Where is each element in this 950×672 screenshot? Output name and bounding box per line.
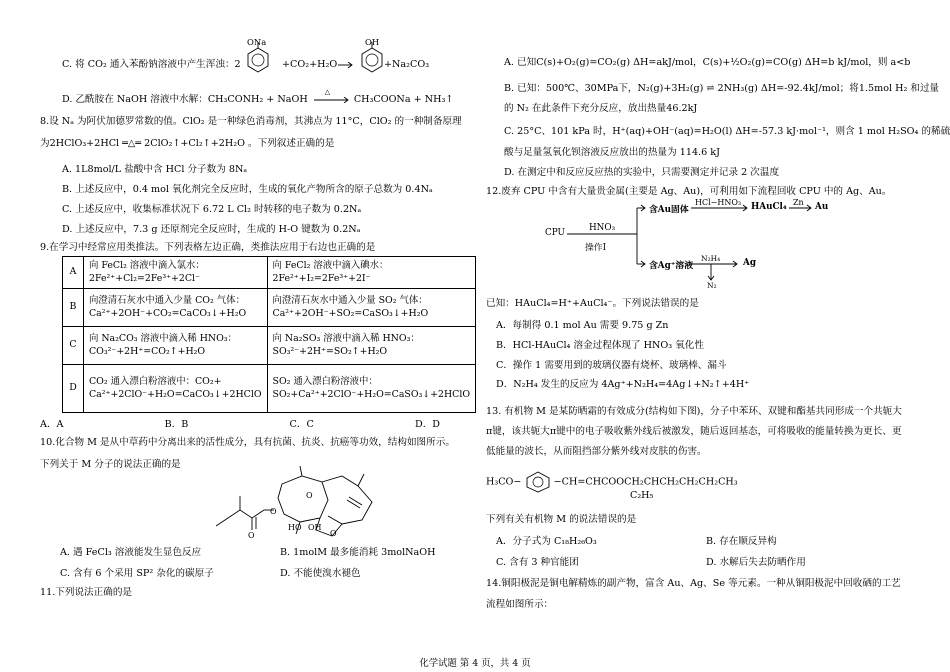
q7c-text: C. 将 CO₂ 通入苯酚钠溶液中产生浑浊：2 xyxy=(62,59,241,70)
q11-option-a: A. 已知C(s)+O₂(g)=CO₂(g) ΔH=akJ/mol，C(s)+½O₂(g)=CO(g) ΔH=b kJ/mol，则 a<b xyxy=(504,57,911,68)
row-key: C xyxy=(63,327,84,365)
q11-option-c: C. 25°C、101 kPa 时，H⁺(aq)+OH⁻(aq)=H₂O(l) ΔH=-57.3 kJ·mol⁻¹，则含 1 mol H₂SO₄ 的稀硫 xyxy=(504,126,950,137)
q13-stem-2: π键，该共轭大π键中的电子吸收紫外线后被激发，随后返回基态，可将吸收的能量转换为更长、更 xyxy=(486,426,902,437)
q11-option-b-cont: 的 N₂ 在此条件下充分反应，放出热量46.2kJ xyxy=(504,103,698,114)
row-left-cell: 向澄清石灰水中通入少量 CO₂ 气体：Ca²⁺+2OH⁻+CO₂=CaCO₃↓+H₂O xyxy=(84,289,268,327)
flow-au: Au xyxy=(815,202,829,212)
flow-n2h4: N₂H₄ xyxy=(701,254,721,263)
q11-option-b: B. 已知：500℃、30MPa下，N₂(g)+3H₂(g) ⇌ 2NH₃(g) ΔH=-92.4kJ/mol；将1.5mol H₂ 和过量 xyxy=(504,83,940,94)
benzene-ring-icon xyxy=(525,471,551,493)
row-key: A xyxy=(63,257,84,289)
compound-m-formula xyxy=(486,471,738,493)
svg-text:OH: OH xyxy=(308,523,322,532)
q10-question: 下列关于 M 分子的说法正确的是 xyxy=(40,459,181,470)
q11-option-d: D. 在测定中和反应反应热的实验中，只需要测定并记录 2 次温度 xyxy=(504,167,780,178)
q8-stem: 8.设 Nₐ 为阿伏加德罗常数的值。ClO₂ 是一种绿色消毒剂，其沸点为 11°C，ClO₂ 的一种制备原理 xyxy=(40,116,462,127)
ester-chain: −CH=CHCOOCH₂CHCH₂CH₂CH₂CH₃ xyxy=(553,476,738,488)
q8-option-d: D. 上述反应中，7.3 g 还原剂完全反应时，生成的 H-O 键数为 0.2Nₐ xyxy=(62,224,361,235)
q10-option-a: A. 遇 FeCl₃ 溶液能发生显色反应 xyxy=(60,547,202,558)
q9-option-a: A．A xyxy=(40,419,64,430)
flow-au-solid: 含Au固体 xyxy=(649,205,689,215)
q8-equation: 为2HClO₃+2HCl ═△═ 2ClO₂↑+Cl₂↑+2H₂O 。下列叙述正确的是 xyxy=(40,138,335,149)
svg-text:O: O xyxy=(270,507,277,516)
row-right-cell: 向澄清石灰水中通入少量 SO₂ 气体：Ca²⁺+2OH⁻+SO₂=CaSO₃↓+H₂O xyxy=(267,289,475,327)
flow-zn: Zn xyxy=(793,198,804,207)
row-right-cell: 向 Na₂SO₃ 溶液中滴入稀 HNO₃：SO₃²⁻+2H⁺=SO₂↑+H₂O xyxy=(267,327,475,365)
q8-option-b: B. 上述反应中，0.4 mol 氧化剂完全反应时，生成的氧化产物所含的原子总数为 0.4Nₐ xyxy=(62,184,433,195)
svg-text:O: O xyxy=(330,529,337,538)
q9-stem: 9.在学习中经常应用类推法。下列表格左边正确，类推法应用于右边也正确的是 xyxy=(40,242,376,253)
q9-option-d: D．D xyxy=(415,419,440,430)
oh-label: OH xyxy=(365,37,380,47)
row-left-cell: 向 Na₂CO₃ 溶液中滴入稀 HNO₃：CO₃²⁻+2H⁺=CO₂↑+H₂O xyxy=(84,327,268,365)
ethyl-branch: C₂H₅ xyxy=(630,490,654,501)
row-left-cell: CO₂ 通入漂白粉溶液中：CO₂+ Ca²⁺+2ClO⁻+H₂O=CaCO₃↓+2HClO xyxy=(84,365,268,413)
flow-n2: N₂ xyxy=(707,281,717,290)
q10-option-c: C. 含有 6 个采用 SP² 杂化的碳原子 xyxy=(60,568,214,579)
q8-option-a: A. 1L8mol/L 盐酸中含 HCl 分子数为 8Nₐ xyxy=(62,164,248,175)
flow-cpu: CPU xyxy=(545,228,565,238)
heat-arrow-icon xyxy=(311,88,351,106)
flow-haucl4: HAuCl₄ xyxy=(751,202,787,212)
q14-stem: 14.铜阳极泥是铜电解精炼的副产物，富含 Au、Ag、Se 等元素。一种从铜阳极泥中回收硒的工艺 xyxy=(486,578,901,589)
row-right-cell: SO₂ 通入漂白粉溶液中：SO₂+Ca²⁺+2ClO⁻+H₂O=CaSO₃↓+2HClO xyxy=(267,365,475,413)
q8-option-c: C. 上述反应中，收集标准状况下 6.72 L Cl₂ 时转移的电子数为 0.2Nₐ xyxy=(62,204,362,215)
q12-option-c: C．操作 1 需要用到的玻璃仪器有烧杯、玻璃棒、漏斗 xyxy=(496,360,727,371)
q10-option-d: D. 不能使溴水褪色 xyxy=(280,568,361,579)
q12-stem: 12.废弃 CPU 中含有大量贵金属(主要是 Ag、Au)，可利用如下流程回收 CPU 中的 Ag、Au。 xyxy=(486,186,892,197)
q10-option-b: B. 1molM 最多能消耗 3molNaOH xyxy=(280,547,436,558)
q13-question: 下列有关有机物 M 的说法错误的是 xyxy=(486,514,637,525)
q13-option-d: D. 水解后失去防晒作用 xyxy=(706,557,806,568)
q14-stem-2: 流程如图所示： xyxy=(486,599,554,610)
q13-stem-3: 低能量的波长，从而阻挡部分紫外线对皮肤的伤害。 xyxy=(486,446,707,457)
q10-stem: 10.化合物 M 是从中草药中分离出来的活性成分，具有抗菌、抗炎、抗癌等功效，结构如图所示。 xyxy=(40,437,455,448)
q13-option-a: A．分子式为 C₁₈H₂₆O₃ xyxy=(496,536,597,547)
page-footer: 化学试题 第 4 页，共 4 页 xyxy=(419,658,531,669)
q11-stem: 11.下列说法正确的是 xyxy=(40,587,133,598)
q7c-product: +Na₂CO₃ xyxy=(384,59,430,70)
row-key: D xyxy=(63,365,84,413)
q12-option-a: A．每制得 0.1 mol Au 需要 9.75 g Zn xyxy=(496,320,669,331)
svg-text:O: O xyxy=(306,491,313,500)
q11-option-c-cont: 酸与足量氢氧化钡溶液反应放出的热量为 114.6 kJ xyxy=(504,147,720,158)
q7-option-d xyxy=(62,88,454,106)
q7d-text: D. 乙酰胺在 NaOH 溶液中水解：CH₃CONH₂ + NaOH xyxy=(62,94,308,105)
q12-known: 已知：HAuCl₄=H⁺+AuCl₄⁻。下列说法错误的是 xyxy=(486,298,699,309)
flow-ag: Ag xyxy=(743,258,756,268)
row-left-cell: 向 FeCl₂ 溶液中滴入氯水：2Fe²⁺+Cl₂=2Fe³⁺+2Cl⁻ xyxy=(84,257,268,289)
heat-symbol: △ xyxy=(324,88,331,96)
flow-hcl-hno3: HCl−HNO₃ xyxy=(695,198,742,207)
q7c-reagents: +CO₂+H₂O xyxy=(282,59,338,70)
q12-option-d: D．N₂H₄ 发生的反应为 4Ag⁺+N₂H₄=4Ag↓+N₂↑+4H⁺ xyxy=(496,379,750,390)
q13-option-c: C. 含有 3 种官能团 xyxy=(496,557,579,568)
q7-option-c xyxy=(62,58,241,71)
q9-option-c: C．C xyxy=(289,419,314,430)
table-row xyxy=(63,257,476,289)
row-key: B xyxy=(63,289,84,327)
table-row xyxy=(63,365,476,413)
row-right-cell: 向 FeCl₂ 溶液中滴入碘水：2Fe²⁺+I₂=2Fe³⁺+2I⁻ xyxy=(267,257,475,289)
q9-option-b: B．B xyxy=(164,419,189,430)
q13-stem: 13. 有机物 M 是某防晒霜的有效成分(结构如下图)，分子中苯环、双键和酯基共同形成一个共轭大 xyxy=(486,406,902,417)
compound-m-structure xyxy=(212,466,412,540)
svg-text:O: O xyxy=(248,531,255,540)
q12-option-b: B．HCl-HAuCl₄ 溶金过程体现了 HNO₃ 氧化性 xyxy=(496,340,704,351)
table-row xyxy=(63,327,476,365)
flow-operation-1: 操作Ⅰ xyxy=(585,243,607,253)
q9-table xyxy=(62,256,476,413)
cpu-recovery-flowchart xyxy=(545,200,845,290)
flow-ag-solution: 含Ag⁺溶液 xyxy=(649,261,694,271)
methoxy-group: H₃CO− xyxy=(486,476,522,488)
svg-text:HO: HO xyxy=(288,523,302,532)
table-row xyxy=(63,289,476,327)
q13-option-b: B. 存在顺反异构 xyxy=(706,536,777,547)
flow-hno3: HNO₃ xyxy=(589,223,616,233)
q7d-product: CH₃COONa + NH₃↑ xyxy=(353,94,454,105)
ona-label: ONa xyxy=(247,37,267,47)
q9-options xyxy=(40,418,440,431)
